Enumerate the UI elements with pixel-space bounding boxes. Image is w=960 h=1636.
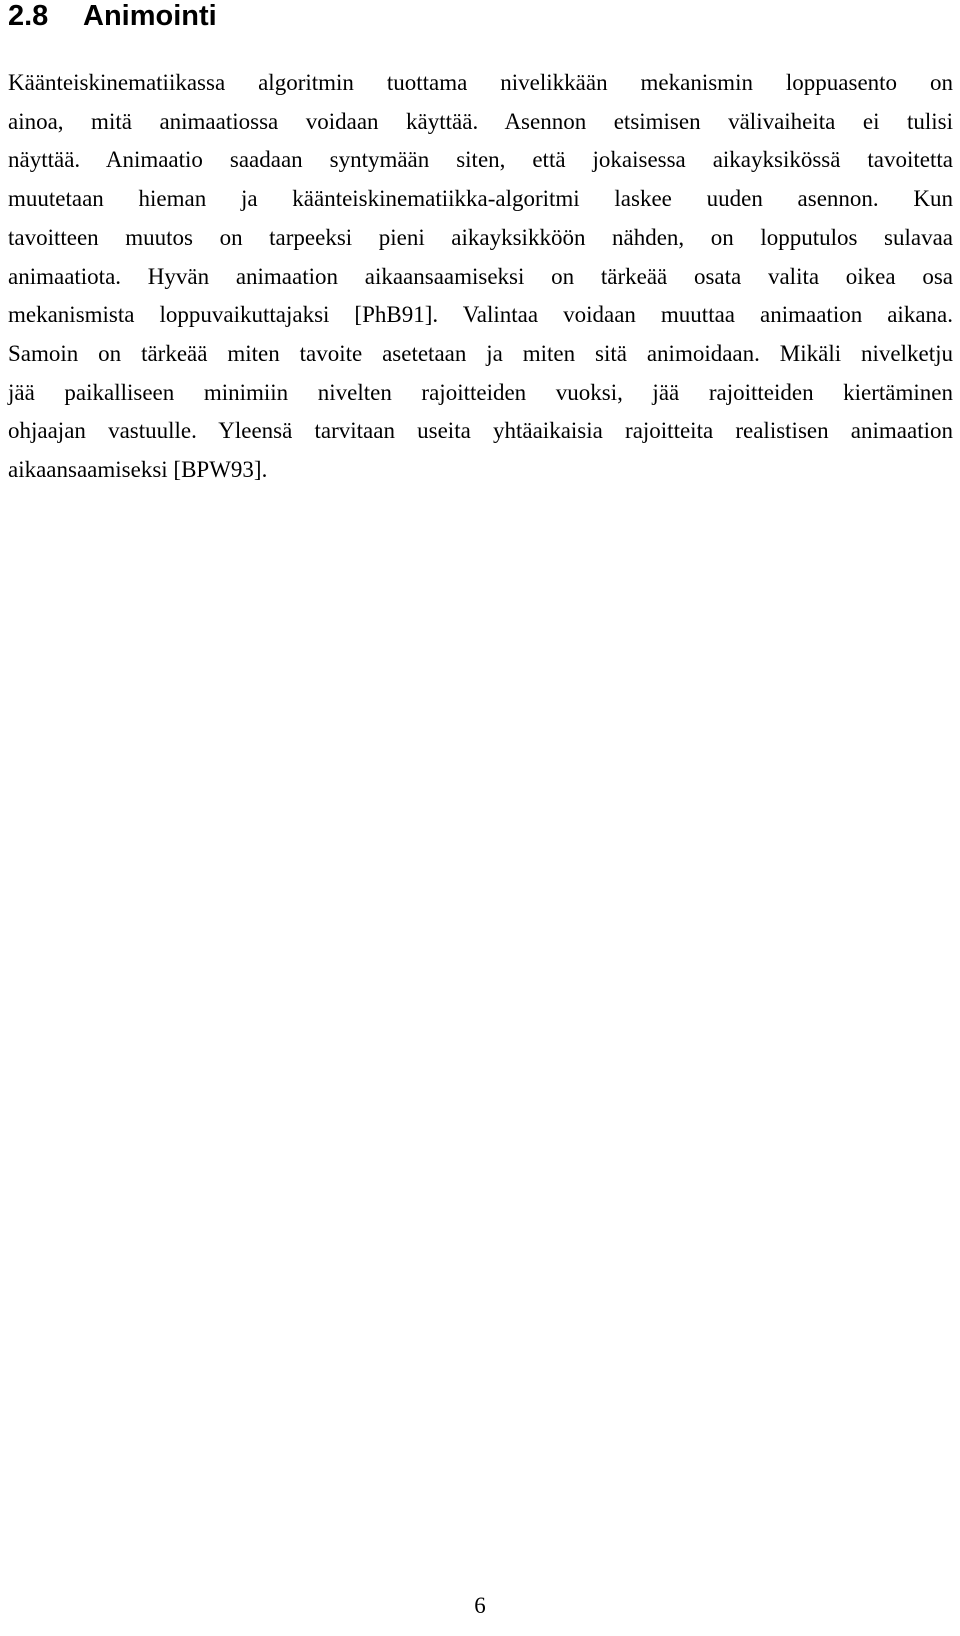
paragraph-line: ainoa, mitä animaatiossa voidaan käyttää. Asennon etsimisen välivaiheita ei tulisi [8, 108, 953, 134]
paragraph-line: Samoin on tärkeää miten tavoite asetetaan ja miten sitä animoidaan. Mikäli nivelketju [8, 340, 953, 366]
paragraph-line: tavoitteen muutos on tarpeeksi pieni aikayksikköön nähden, on lopputulos sulavaa [8, 224, 953, 250]
body-paragraph [8, 64, 953, 490]
paragraph-line: näyttää. Animaatio saadaan syntymään siten, että jokaisessa aikayksikössä tavoitetta [8, 147, 953, 173]
paragraph-line: animaatiota. Hyvän animaation aikaansaamiseksi on tärkeää osata valita oikea osa [8, 263, 953, 289]
paragraph-line: ohjaajan vastuulle. Yleensä tarvitaan useita yhtäaikaisia rajoitteita realistisen animaation [8, 418, 953, 444]
paragraph-line: mekanismista loppuvaikuttajaksi [PhB91]. Valintaa voidaan muuttaa animaation aikana. [8, 302, 953, 328]
section-title: Animointi [83, 0, 217, 32]
paragraph-line: aikaansaamiseksi [BPW93]. [8, 457, 268, 483]
paragraph-line: jää paikalliseen minimiin nivelten rajoitteiden vuoksi, jää rajoitteiden kiertäminen [8, 379, 953, 405]
section-heading [8, 0, 217, 32]
paragraph-line: Käänteiskinematiikassa algoritmin tuottama nivelikkään mekanismin loppuasento on [8, 70, 953, 95]
section-number: 2.8 [8, 0, 49, 32]
paragraph-line: muutetaan hieman ja käänteiskinematiikka-algoritmi laskee uuden asennon. Kun [8, 186, 953, 212]
page-number: 6 [474, 1593, 486, 1618]
